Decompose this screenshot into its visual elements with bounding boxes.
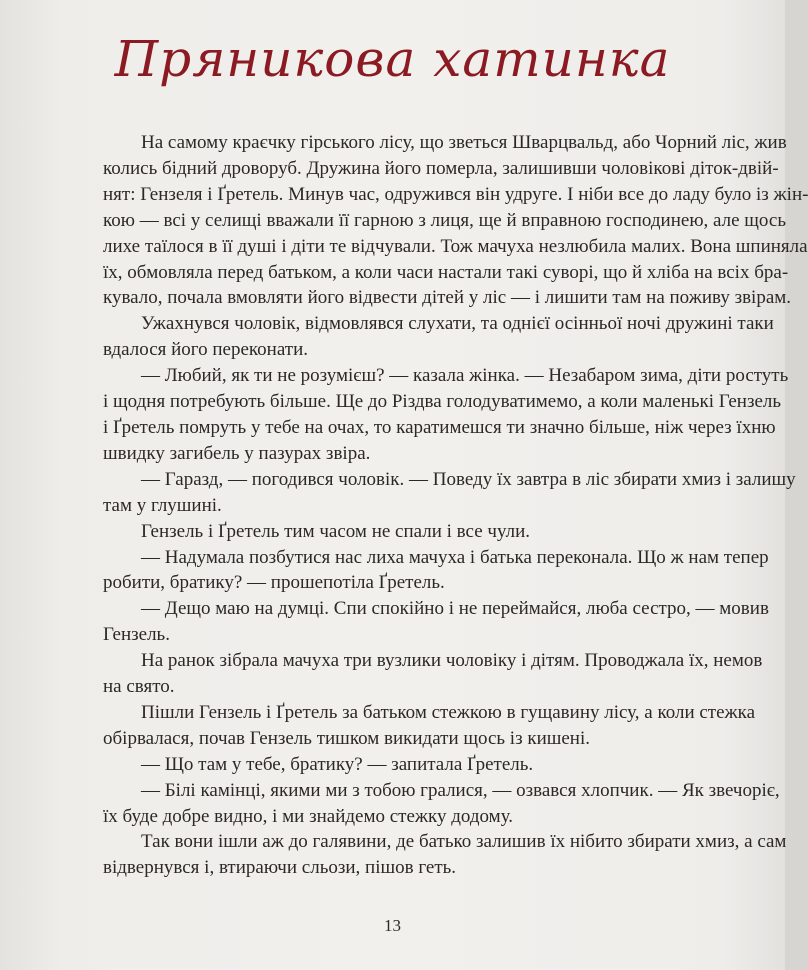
text-line: кою — всі у селищі вважали її гарною з лиця, ще й вправною господинею, але щось <box>103 209 786 231</box>
text-line: Гензель. <box>103 624 170 646</box>
text-line: відвернувся і, втираючи сльози, пішов геть. <box>103 857 457 879</box>
text-line: Ужахнувся чоловік, відмовлявся слухати, та однієї осінньої ночі дружині таки <box>103 313 774 335</box>
text-line: — Любий, як ти не розумієш? — казала жінка. — Незабаром зима, діти ростуть <box>103 365 789 387</box>
text-line: — Гаразд, — погодився чоловік. — Поведу їх завтра в ліс збирати хмиз і залишу <box>103 468 796 490</box>
text-line: — Надумала позбутися нас лиха мачуха і батька переконала. Що ж нам тепер <box>103 546 769 568</box>
text-line: нят: Гензеля і Ґретель. Минув час, одружився він удруге. І ніби все до ладу було із жін- <box>103 183 808 205</box>
text-line: вдалося його переконати. <box>103 339 309 361</box>
text-line: обірвалася, почав Гензель тишком викидати щось із кишені. <box>103 727 591 749</box>
story-text <box>103 130 808 881</box>
text-line: — Що там у тебе, братику? — запитала Ґретель. <box>103 753 534 775</box>
text-line: і щодня потребують більше. Ще до Різдва голодуватимемо, а коли маленькі Гензель <box>103 391 782 413</box>
text-line: швидку загибель у пазурах звіра. <box>103 442 371 464</box>
page-title: Пряникова хатинка <box>114 30 671 88</box>
text-line: робити, братику? — прошепотіла Ґретель. <box>103 572 445 594</box>
text-line: кувало, почала вмовляти його відвести дітей у ліс — і лишити там на поживу звірам. <box>103 287 792 309</box>
text-line: і Ґретель помруть у тебе на очах, то каратимешся ти значно більше, ніж через їхню <box>103 416 776 438</box>
text-line: — Дещо маю на думці. Спи спокійно і не переймайся, люба сестро, — мовив <box>103 598 769 620</box>
text-line: на свято. <box>103 676 175 698</box>
text-line: їх, обмовляла перед батьком, а коли часи настали такі суворі, що й хліба на всіх бра- <box>103 261 789 283</box>
text-line: — Білі камінці, якими ми з тобою гралися, — озвався хлопчик. — Як звечоріє, <box>103 779 780 801</box>
text-line: Пішли Гензель і Ґретель за батьком стежкою в гущавину лісу, а коли стежка <box>103 701 756 723</box>
text-line: На ранок зібрала мачуха три вузлики чоловіку і дітям. Проводжала їх, немов <box>103 650 763 672</box>
text-line: Так вони ішли аж до галявини, де батько залишив їх нібито збирати хмиз, а сам <box>103 831 787 853</box>
text-line: колись бідний дроворуб. Дружина його померла, залишивши чоловікові діток-двій- <box>103 157 779 179</box>
text-line: там у глушині. <box>103 494 222 516</box>
text-line: лихе таїлося в її душі і діти те відчували. Тож мачуха незлюбила малих. Вона шпиняла <box>103 235 808 257</box>
text-line: На самому краєчку гірського лісу, що зветься Шварцвальд, або Чорний ліс, жив <box>103 132 787 153</box>
text-line: Гензель і Ґретель тим часом не спали і все чули. <box>103 520 531 542</box>
page-number: 13 <box>384 916 401 935</box>
text-line: їх буде добре видно, і ми знайдемо стежку додому. <box>103 805 514 827</box>
